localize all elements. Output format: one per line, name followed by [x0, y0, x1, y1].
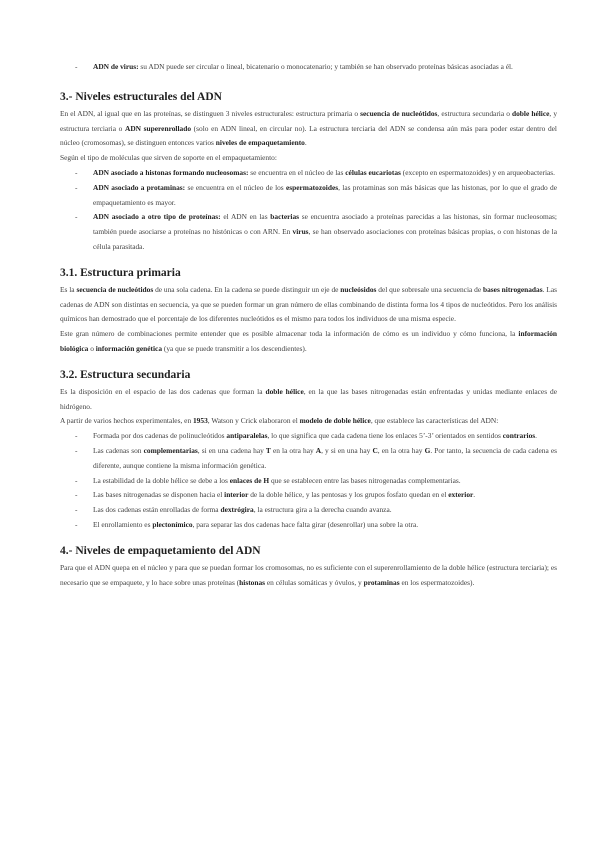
- list-item: - Las cadenas son complementarias, si en una cadena hay T en la otra hay A, y si en una hay C, en la otra hay G. Por tanto, la secuencia de cada cadena es diferente, aunque contiene la misma información genética.: [75, 445, 557, 470]
- list-item: - ADN asociado a otro tipo de proteínas: el ADN en las bacterias se encuentra asociado a proteínas parecidas a las histonas, sin formar nucleosomas; también puede asociarse a proteínas no histónicas o con ARN. En virus, se han observado asociaciones con proteínas básicas propias, o con histonas de la célula parasitada.: [75, 212, 557, 251]
- list-dash: -: [75, 505, 78, 515]
- document-page: [60, 60, 557, 590]
- paragraph: Este gran número de combinaciones permite entender que es posible almacenar toda la información de cómo es un individuo y cómo funciona, la información biológica o información genética (ya que se puede transmitir a los descendientes).: [60, 329, 557, 353]
- list-item: - Las bases nitrogenadas se disponen hacia el interior de la doble hélice, y las pentosas y los grupos fosfato quedan en el exterior.: [60, 488, 557, 503]
- list-item: - ADN asociado a histonas formando nucleosomas: se encuentra en el núcleo de las células eucariotas (excepto en espermatozoides) y en arqueobacterias.: [60, 166, 557, 181]
- section-heading-empaquetamiento: 4.- Niveles de empaquetamiento del ADN: [60, 544, 261, 557]
- list-dash: -: [75, 167, 78, 177]
- paragraph: En el ADN, al igual que en las proteínas, se distinguen 3 niveles estructurales: estructura primaria o secuencia de nucleótidos, estructura secundaria o doble hélice, y estructura terciaria o ADN superenrollado (solo en ADN lineal, en circular no). La estructura terciaria del ADN se condensa aún más para poder estar dentro del núcleo (cromosomas), se distinguen entonces varios niveles de empaquetamiento.: [60, 108, 558, 148]
- section-heading-niveles-estructurales: 3.- Niveles estructurales del ADN: [60, 90, 222, 103]
- list-item: - La estabilidad de la doble hélice se debe a los enlaces de H que se establecen entre las bases nitrogenadas complementarias.: [60, 474, 557, 489]
- list-dash: -: [75, 62, 78, 71]
- list-dash: -: [75, 445, 78, 455]
- list-dash: -: [75, 431, 78, 441]
- list-item: - El enrollamiento es plectonímico, para separar las dos cadenas hace falta girar (desenrollar) una sobre la otra.: [60, 518, 557, 533]
- list-item: - ADN asociado a protaminas: se encuentra en el núcleo de los espermatozoides, las protaminas son más básicas que las histonas, por lo que el grado de empaquetamiento es mayor.: [75, 182, 557, 207]
- list-item-text: ADN de virus: su ADN puede ser circular o lineal, bicatenario o monocatenario; y también se han observado proteínas básicas asociadas a él.: [93, 62, 513, 71]
- list-dash: -: [75, 475, 78, 485]
- list-item-virus-dna: [60, 60, 557, 75]
- section-heading-estructura-primaria: 3.1. Estructura primaria: [60, 266, 181, 279]
- list-dash: -: [75, 490, 78, 500]
- paragraph: A partir de varios hechos experimentales, en 1953, Watson y Crick elaboraron el modelo de doble hélice, que establece las características del ADN:: [60, 416, 499, 426]
- section-heading-estructura-secundaria: 3.2. Estructura secundaria: [60, 368, 191, 381]
- paragraph: Según el tipo de moléculas que sirven de soporte en el empaquetamiento:: [60, 153, 277, 163]
- list-dash: -: [75, 182, 78, 192]
- paragraph: Es la disposición en el espacio de las dos cadenas que forman la doble hélice, en la que las bases nitrogenadas están enfrentadas y unidas mediante enlaces de hidrógeno.: [60, 386, 557, 411]
- paragraph: Para que el ADN quepa en el núcleo y para que se puedan formar los cromosomas, no es suficiente con el superenrollamiento de la doble hélice (estructura terciaria); es necesario que se empaquete, y lo hace sobre unas proteínas (histonas en células somáticas y óvulos, y protaminas en los espermatozoides).: [60, 562, 557, 587]
- list-dash: -: [75, 519, 78, 529]
- paragraph: Es la secuencia de nucleótidos de una sola cadena. En la cadena se puede distinguir un eje de nucleósidos del que sobresale una secuencia de bases nitrogenadas. Las cadenas de ADN son distintas en secuencia, ya que se pueden formar un gran número de ellas combinando de distinta forma los 4 tipos de nucleótidos. Pero los análisis químicos han demostrado que el porcentaje de los diferentes nucleótidos es el mismo para todos los individuos de una misma especie.: [60, 284, 557, 324]
- list-item: - Las dos cadenas están enrolladas de forma dextrógira, la estructura gira a la derecha cuando avanza.: [60, 503, 557, 518]
- list-dash: -: [75, 212, 78, 222]
- list-item: - Formada por dos cadenas de polinucleótidos antiparalelas, lo que significa que cada cadena tiene los enlaces 5’-3’ orientados en sentidos contrarios.: [60, 429, 557, 444]
